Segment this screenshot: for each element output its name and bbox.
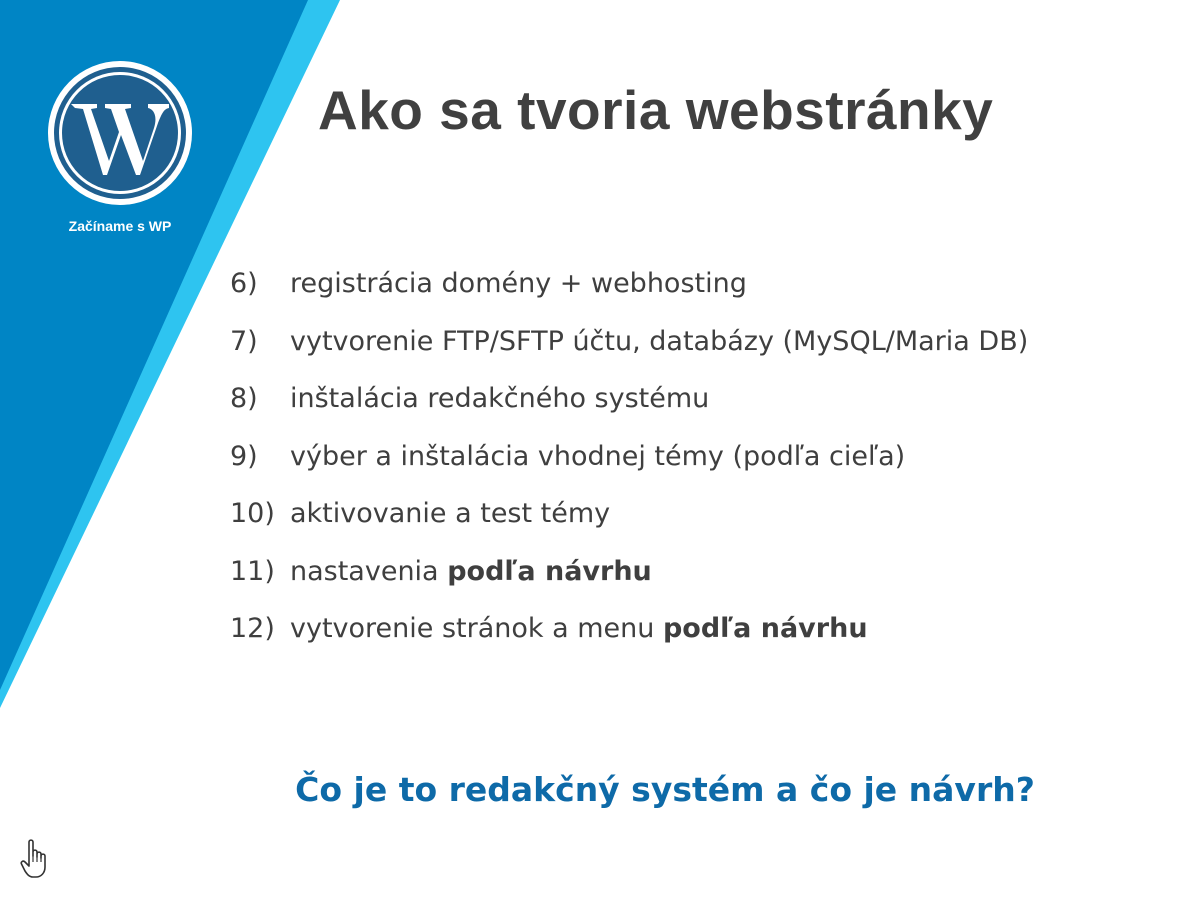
step-text: registrácia domény + webhosting	[290, 268, 747, 300]
logo-caption: Začíname s WP	[68, 218, 172, 234]
step-number: 6)	[230, 268, 258, 300]
wordpress-logo-icon	[47, 60, 193, 206]
step-text: aktivovanie a test témy	[290, 498, 611, 530]
step-text: nastavenia podľa návrhu	[290, 555, 652, 587]
slide-question: Čo je to redakčný systém a čo je návrh?	[295, 770, 1035, 809]
list-item	[230, 255, 1028, 313]
list-item	[230, 485, 1028, 543]
step-text: vytvorenie FTP/SFTP účtu, databázy (MySQL/Maria DB)	[290, 325, 1029, 357]
step-number: 12)	[230, 613, 275, 645]
step-text: výber a inštalácia vhodnej témy (podľa cieľa)	[290, 440, 906, 472]
list-item	[230, 313, 1028, 371]
list-item	[230, 370, 1028, 428]
step-text: inštalácia redakčného systému	[290, 383, 710, 415]
step-number: 9)	[230, 440, 258, 472]
step-text: vytvorenie stránok a menu podľa návrhu	[290, 613, 868, 645]
steps-list	[230, 255, 1028, 658]
step-number: 8)	[230, 383, 258, 415]
list-item	[230, 600, 1028, 658]
list-item	[230, 543, 1028, 601]
list-item	[230, 428, 1028, 486]
step-number: 11)	[230, 555, 275, 587]
hand-pointer-icon[interactable]	[20, 838, 56, 880]
step-number: 10)	[230, 498, 275, 530]
step-number: 7)	[230, 325, 258, 357]
slide-title: Ako sa tvoria webstránky	[318, 79, 994, 141]
